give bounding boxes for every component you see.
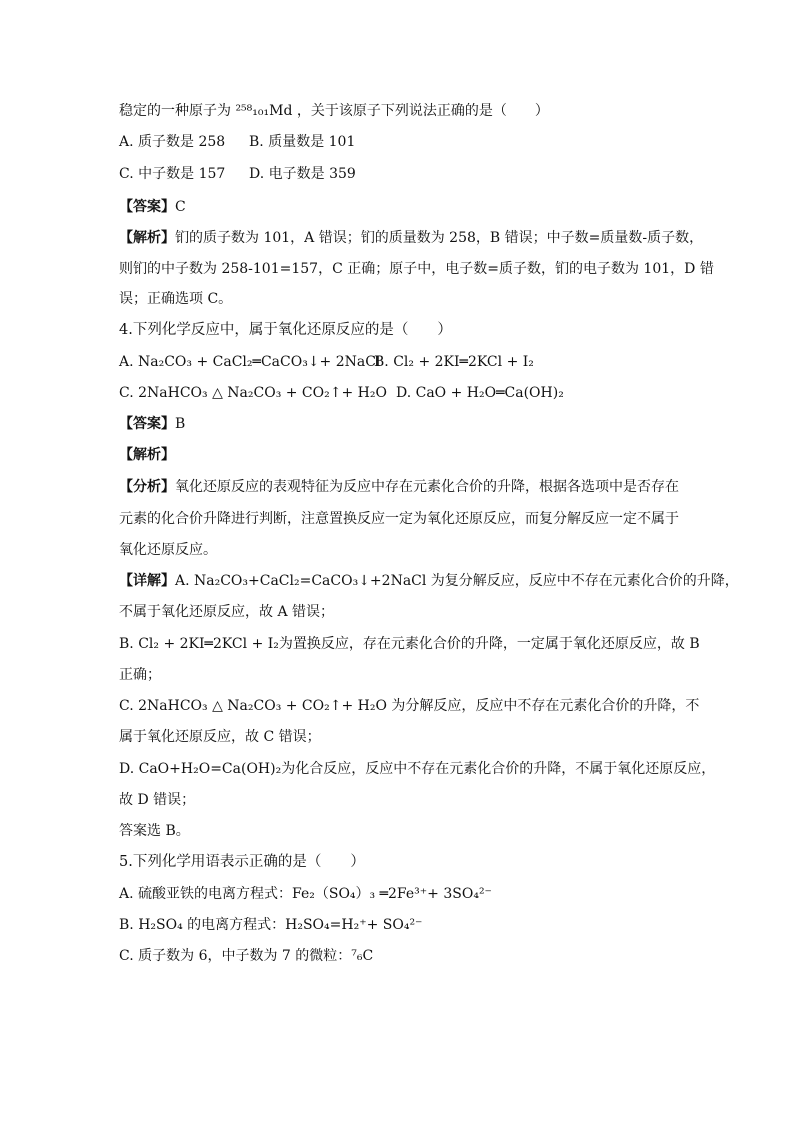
q5-stem: 5.下列化学用语表示正确的是（ ） xyxy=(119,854,365,870)
q4-analysis-heading: 【解析】 xyxy=(119,447,175,463)
q4-fenxi-line-2: 元素的化合价升降进行判断，注意置换反应一定为氧化还原反应，而复分解反应一定不属于 xyxy=(119,511,679,527)
xiangjie-label: 【详解】 xyxy=(119,573,175,589)
q4-xiangjie-line-6: 属于氧化还原反应，故 C 错误； xyxy=(119,729,321,745)
q3-option-d: D. 电子数是 359 xyxy=(249,166,356,182)
q5-option-b: B. H₂SO₄ 的电离方程式：H₂SO₄=H₂⁺+ SO₄²⁻ xyxy=(119,917,423,933)
q3-option-c: C. 中子数是 157 xyxy=(119,166,226,182)
answer-label: 【答案】 xyxy=(119,199,175,215)
q4-option-c: C. 2NaHCO₃ △ Na₂CO₃ + CO₂↑+ H₂O xyxy=(119,385,387,401)
answer-label: 【答案】 xyxy=(119,416,175,432)
q5-option-c: C. 质子数为 6，中子数为 7 的微粒：⁷₆C xyxy=(119,948,374,964)
fenxi-text: 氧化还原反应的表观特征为反应中存在元素化合价的升降，根据各选项中是否存在 xyxy=(175,479,679,495)
analysis-text: 钔的质子数为 101，A 错误；钔的质量数为 258，B 错误；中子数=质量数-质子数， xyxy=(175,230,704,246)
xiangjie-text: A. Na₂CO₃+CaCl₂=CaCO₃↓+2NaCl 为复分解反应，反应中不存在元素化合价的升降， xyxy=(175,573,739,589)
fenxi-label: 【分析】 xyxy=(119,479,175,495)
q4-xiangjie-line-4: 正确； xyxy=(119,667,161,683)
q4-option-a: A. Na₂CO₃ + CaCl₂═CaCO₃↓+ 2NaCl xyxy=(119,354,381,370)
q4-answer xyxy=(119,414,185,434)
q4-xiangjie-line-1 xyxy=(119,571,739,591)
analysis-label: 【解析】 xyxy=(119,230,175,246)
q4-xiangjie-line-7: D. CaO+H₂O=Ca(OH)₂为化合反应，反应中不存在元素化合价的升降，不属于氧化还原反应， xyxy=(119,761,716,777)
answer-value: C xyxy=(175,199,186,215)
q3-option-a: A. 质子数是 258 xyxy=(119,134,226,150)
q3-analysis-line-1 xyxy=(119,228,703,248)
q3-analysis-line-3: 误；正确选项 C。 xyxy=(119,291,233,307)
q3-analysis-line-2: 则钔的中子数为 258-101=157，C 正确；原子中，电子数=质子数，钔的电子数为 101，D 错 xyxy=(119,261,714,277)
q5-option-a: A. 硫酸亚铁的电离方程式：Fe₂（SO₄）₃ ═2Fe³⁺+ 3SO₄²⁻ xyxy=(119,886,492,902)
q4-xiangjie-line-2: 不属于氧化还原反应，故 A 错误； xyxy=(119,604,335,620)
q4-fenxi-line-3: 氧化还原反应。 xyxy=(119,542,217,558)
answer-value: B xyxy=(175,416,186,432)
q4-fenxi-line-1 xyxy=(119,477,679,497)
q4-option-b: B. Cl₂ + 2KI═2KCl + I₂ xyxy=(374,354,534,370)
q3-option-b: B. 质量数是 101 xyxy=(249,134,356,150)
q4-stem: 4.下列化学反应中，属于氧化还原反应的是（ ） xyxy=(119,322,452,338)
q3-answer xyxy=(119,197,186,217)
q4-option-d: D. CaO + H₂O═Ca(OH)₂ xyxy=(396,385,564,401)
q4-xiangjie-line-8: 故 D 错误； xyxy=(119,792,196,808)
q4-xiangjie-line-5: C. 2NaHCO₃ △ Na₂CO₃ + CO₂↑+ H₂O 为分解反应，反应中不存在元素化合价的升降，不 xyxy=(119,698,700,714)
q3-stem: 稳定的一种原子为 ²⁵⁸₁₀₁Md ，关于该原子下列说法正确的是（ ） xyxy=(119,103,549,119)
q4-xiangjie-line-9: 答案选 B。 xyxy=(119,823,190,839)
q4-xiangjie-line-3: B. Cl₂ + 2KI═2KCl + I₂为置换反应，存在元素化合价的升降，一定属于氧化还原反应，故 B xyxy=(119,636,700,652)
